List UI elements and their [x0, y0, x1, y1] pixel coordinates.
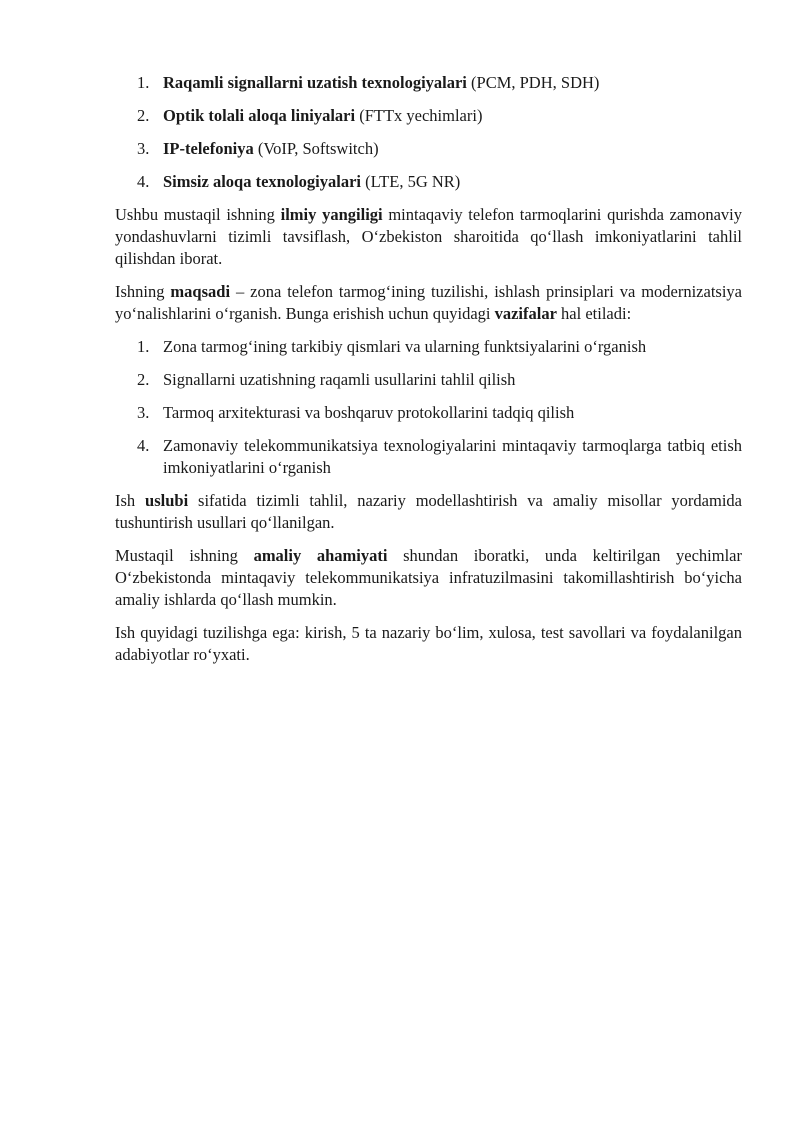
list-item	[115, 435, 742, 479]
list-item	[115, 138, 742, 160]
list-number: 1.	[137, 73, 150, 92]
list-item	[115, 171, 742, 193]
list-number: 2.	[137, 370, 150, 389]
list-number: 4.	[137, 436, 150, 455]
practical-term: amaliy ahamiyati	[253, 546, 388, 565]
text-run: – zona telefon tarmog‘ining tuzilishi, ishlash prinsiplari va modernizatsiya yo‘nalishlarini o‘rganish. Bunga erishish uchun quyidagi	[115, 282, 742, 323]
list-number: 1.	[137, 337, 150, 356]
list-item-title: IP-telefoniya	[163, 139, 254, 158]
document-page	[115, 72, 742, 677]
list-number: 2.	[137, 106, 150, 125]
tasks-term: vazifalar	[494, 304, 557, 323]
text-run: Ish	[115, 491, 146, 510]
list-item	[115, 369, 742, 391]
text-run: shundan iboratki, unda keltirilgan yechimlar O‘zbekistonda mintaqaviy telekommunikatsiya infratuzilmasini takomillashtirish bo‘yicha amaliy ishlarda qo‘llash mumkin.	[115, 546, 743, 609]
list-item-text: Zamonaviy telekommunikatsiya texnologiyalarini mintaqaviy tarmoqlarga tatbiq etish imkoniyatlarini o‘rganish	[163, 436, 742, 477]
goal-term: maqsadi	[170, 282, 231, 301]
technologies-list	[115, 72, 742, 193]
list-item	[115, 402, 742, 424]
list-item-title: Raqamli signallarni uzatish texnologiyalari	[163, 73, 467, 92]
list-item-title: Simsiz aloqa texnologiyalari	[163, 172, 361, 191]
list-item-text: Tarmoq arxitekturasi va boshqaruv protokollarini tadqiq qilish	[163, 403, 575, 422]
list-item	[115, 72, 742, 94]
list-item	[115, 105, 742, 127]
list-number: 3.	[137, 403, 150, 422]
list-item-detail: (VoIP, Softswitch)	[253, 139, 379, 158]
list-item-text: Zona tarmog‘ining tarkibiy qismlari va ularning funktsiyalarini o‘rganish	[163, 337, 647, 356]
text-run: hal etiladi:	[556, 304, 632, 323]
structure-paragraph: Ish quyidagi tuzilishga ega: kirish, 5 ta nazariy bo‘lim, xulosa, test savollari va foydalanilgan adabiyotlar ro‘yxati.	[115, 623, 742, 664]
list-item-text: Signallarni uzatishning raqamli usullarini tahlil qilish	[163, 370, 516, 389]
list-item-detail: (LTE, 5G NR)	[361, 172, 461, 191]
method-term: uslubi	[145, 491, 189, 510]
list-item-detail: (FTTx yechimlari)	[355, 106, 483, 125]
list-number: 3.	[137, 139, 150, 158]
list-item-detail: (PCM, PDH, SDH)	[466, 73, 600, 92]
novelty-term: ilmiy yangiligi	[280, 205, 383, 224]
tasks-list	[115, 336, 742, 479]
list-number: 4.	[137, 172, 150, 191]
practical-paragraph	[115, 545, 742, 611]
text-run: mintaqaviy telefon tarmoqlarini qurishda zamonaviy yondashuvlarni tizimli tavsiflash, O‘zbekiston sharoitida qo‘llash imkoniyatlarini tahlil qilishdan iborat.	[115, 205, 742, 268]
text-run: Mustaqil ishning	[115, 546, 254, 565]
method-paragraph	[115, 490, 742, 534]
list-item-title: Optik tolali aloqa liniyalari	[163, 106, 356, 125]
text-run: Ushbu mustaqil ishning	[115, 205, 281, 224]
list-item	[115, 336, 742, 358]
text-run: Ishning	[115, 282, 171, 301]
text-run: sifatida tizimli tahlil, nazariy modellashtirish va amaliy misollar yordamida tushuntirish usullari qo‘llanilgan.	[115, 491, 742, 532]
novelty-paragraph	[115, 204, 742, 270]
goal-paragraph	[115, 281, 742, 325]
